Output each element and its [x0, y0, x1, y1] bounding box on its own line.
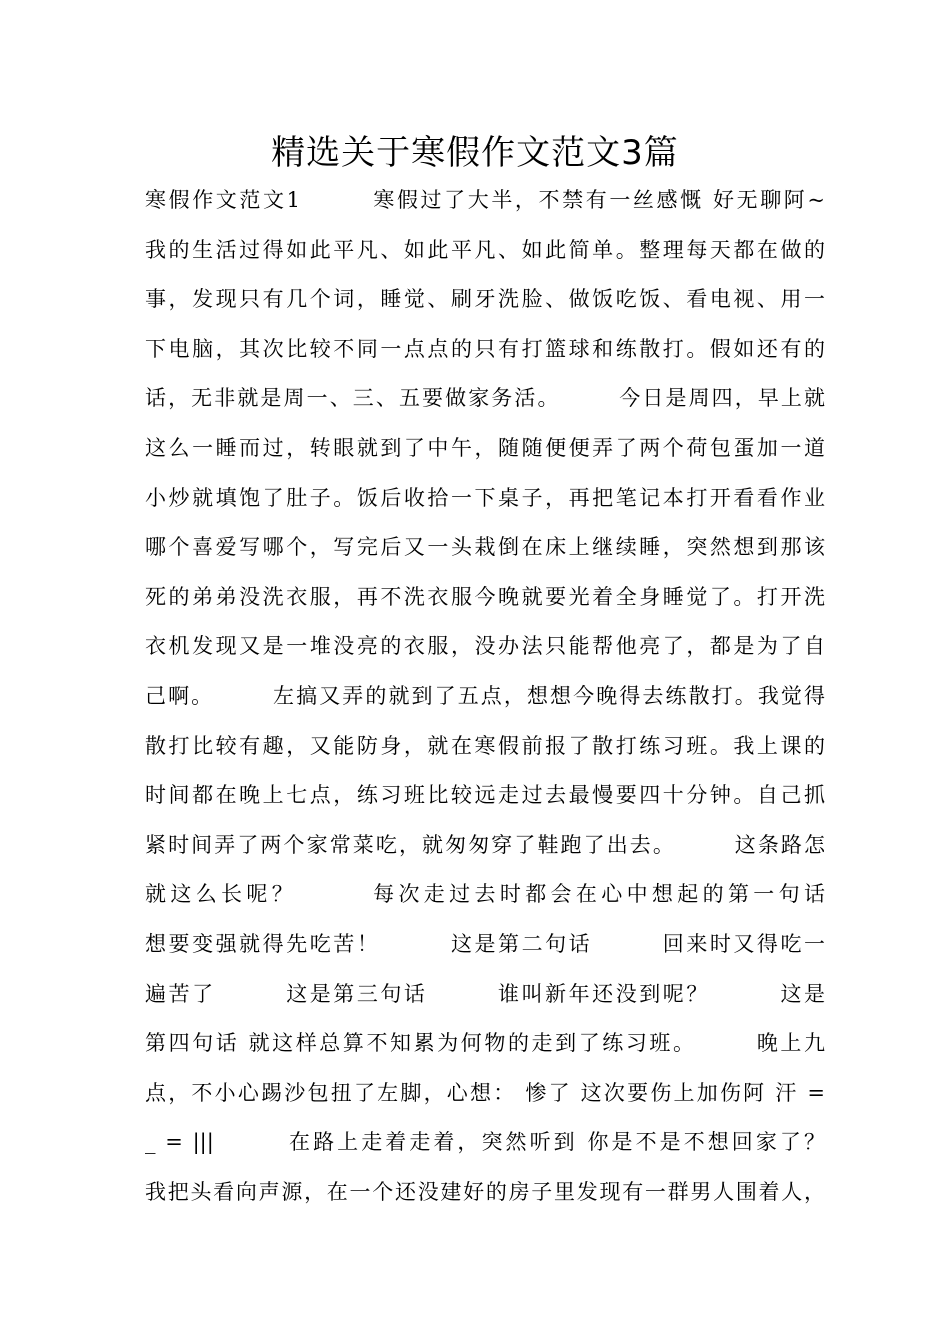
text-line-7: 小炒就填饱了肚子。饭后收拾一下桌子，再把笔记本打开看看作业: [145, 485, 825, 510]
text-line-4: 下电脑，其次比较不同一点点的只有打篮球和练散打。假如还有的: [145, 336, 825, 361]
text-line-3: 事，发现只有几个词，睡觉、刷牙洗脸、做饭吃饭、看电视、用一: [145, 287, 825, 312]
text-line-5: 话，无非就是周一、三、五要做家务活。 今日是周四，早上就: [145, 386, 825, 411]
text-line-12: 散打比较有趣，又能防身，就在寒假前报了散打练习班。我上课的: [145, 733, 825, 758]
text-line-18: 第四句话 就这样总算不知累为何物的走到了练习班。 晚上九: [145, 1031, 825, 1056]
text-line-17: 遍苦了 这是第三句话 谁叫新年还没到呢？ 这是: [145, 981, 825, 1006]
text-line-15: 就这么长呢？ 每次走过去时都会在心中想起的第一句话: [145, 882, 825, 907]
document-title: 精选关于寒假作文范文3篇: [271, 133, 679, 173]
text-line-21: 我把头看向声源，在一个还没建好的房子里发现有一群男人围着人，: [145, 1179, 825, 1204]
text-line-8: 哪个喜爱写哪个，写完后又一头栽倒在床上继续睡，突然想到那该: [145, 535, 825, 560]
text-line-11: 己啊。 左搞又弄的就到了五点，想想今晚得去练散打。我觉得: [145, 683, 825, 708]
text-line-9: 死的弟弟没洗衣服，再不洗衣服今晚就要光着全身睡觉了。打开洗: [145, 584, 825, 609]
text-line-19: 点，不小心踢沙包扭了左脚，心想： 惨了 这次要伤上加伤阿 汗 =: [145, 1080, 825, 1105]
text-line-6: 这么一睡而过，转眼就到了中午，随随便便弄了两个荷包蛋加一道: [145, 435, 825, 460]
text-line-2: 我的生活过得如此平凡、如此平凡、如此简单。整理每天都在做的: [145, 237, 825, 262]
document-body: [145, 176, 825, 1217]
text-line-16: 想要变强就得先吃苦！ 这是第二句话 回来时又得吃一: [145, 931, 825, 956]
text-line-10: 衣机发现又是一堆没亮的衣服，没办法只能帮他亮了，都是为了自: [145, 634, 825, 659]
text-line-1: 寒假作文范文1 寒假过了大半，不禁有一丝感慨 好无聊阿~: [145, 188, 825, 212]
text-line-14: 紧时间弄了两个家常菜吃，就匆匆穿了鞋跑了出去。 这条路怎: [145, 832, 825, 857]
text-line-20: _ = ||| 在路上走着走着，突然听到 你是不是不想回家了？: [145, 1130, 825, 1155]
text-line-13: 时间都在晚上七点，练习班比较远走过去最慢要四十分钟。自己抓: [145, 783, 825, 808]
